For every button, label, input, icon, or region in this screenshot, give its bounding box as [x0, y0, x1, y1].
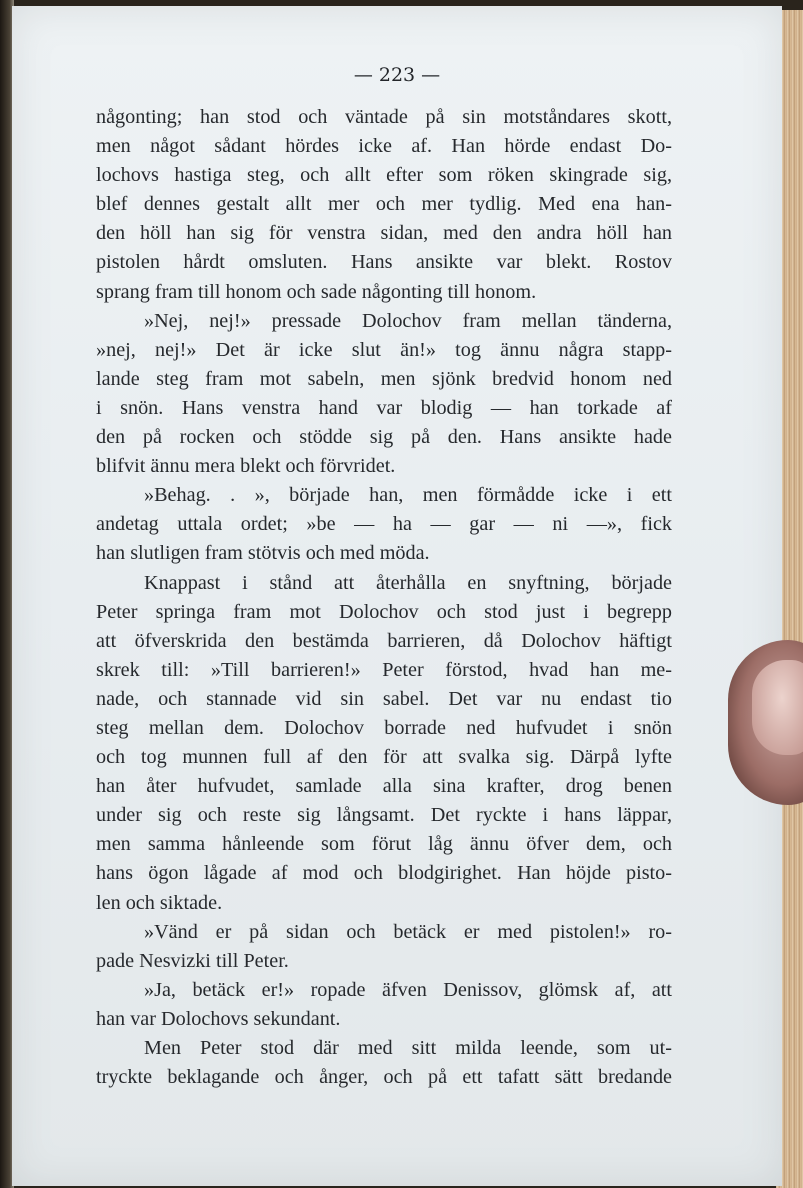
text-line: andetag uttala ordet; »be — ha — gar — ni —», fick [96, 513, 672, 536]
text-line: den höll han sig för venstra sidan, med den andra höll han [96, 222, 672, 245]
text-line: tryckte beklagande och ånger, och på ett tafatt sätt bredande [96, 1066, 672, 1089]
text-line: någonting; han stod och väntade på sin motståndares skott, [96, 106, 672, 128]
text-line: han var Dolochovs sekundant. [96, 1007, 341, 1030]
text-line: men något sådant hördes icke af. Han hörde endast Do- [96, 135, 672, 158]
thumbnail-nail [752, 660, 803, 755]
text-line: blef dennes gestalt allt mer och mer tydlig. Med ena han- [96, 193, 672, 216]
text-line: len och siktade. [96, 891, 223, 914]
text-line: »Ja, betäck er!» ropade äfven Denissov, glömsk af, att [144, 978, 672, 1001]
text-line: den på rocken och stödde sig på den. Hans ansikte hade [96, 426, 672, 449]
text-line: han åter hufvudet, samlade alla sina krafter, drog benen [96, 775, 672, 798]
text-line: lochovs hastiga steg, och allt efter som röken skingrade sig, [96, 164, 672, 187]
text-line: att öfverskrida den bestämda barrieren, då Dolochov häftigt [96, 629, 672, 652]
text-line: sprang fram till honom och sade någonting till honom. [96, 280, 537, 303]
text-line: pade Nesvizki till Peter. [96, 949, 289, 972]
body-text [96, 103, 672, 1092]
text-line: nade, och stannade vid sin sabel. Det var nu endast tio [96, 687, 672, 710]
text-line: under sig och reste sig långsamt. Det ryckte i hans läppar, [96, 804, 672, 827]
text-line: men samma hånleende som förut låg ännu öfver dem, och [96, 833, 672, 856]
text-line: och tog munnen full af den för att svalka sig. Därpå lyfte [96, 746, 672, 769]
text-line: »nej, nej!» Det är icke slut än!» tog ännu några stapp- [96, 338, 672, 361]
page-number: — 223 — [353, 64, 441, 86]
text-line: han slutligen fram stötvis och med möda. [96, 542, 430, 565]
text-line: hans ögon lågade af mod och blodgirighet. Han höjde pisto- [96, 862, 672, 885]
text-line: pistolen hårdt omsluten. Hans ansikte var blekt. Rostov [96, 251, 672, 274]
text-line: i snön. Hans venstra hand var blodig — han torkade af [96, 396, 672, 419]
text-line: steg mellan dem. Dolochov borrade ned hufvudet i snön [96, 716, 672, 739]
text-line: lande steg fram mot sabeln, men sjönk bredvid honom ned [96, 367, 672, 390]
text-line: skrek till: »Till barrieren!» Peter förstod, hvad han me- [96, 658, 672, 681]
book-page [12, 6, 782, 1186]
text-line: »Behag. . », började han, men förmådde icke i ett [144, 484, 672, 507]
text-line: Knappast i stånd att återhålla en snyftning, började [144, 571, 672, 594]
text-line: blifvit ännu mera blekt och förvridet. [96, 455, 396, 478]
text-line: »Vänd er på sidan och betäck er med pistolen!» ro- [144, 920, 672, 943]
text-line: Peter springa fram mot Dolochov och stod just i begrepp [96, 600, 672, 623]
text-line: Men Peter stod där med sitt milda leende, som ut- [144, 1037, 672, 1059]
text-line: »Nej, nej!» pressade Dolochov fram mellan tänderna, [144, 309, 672, 332]
